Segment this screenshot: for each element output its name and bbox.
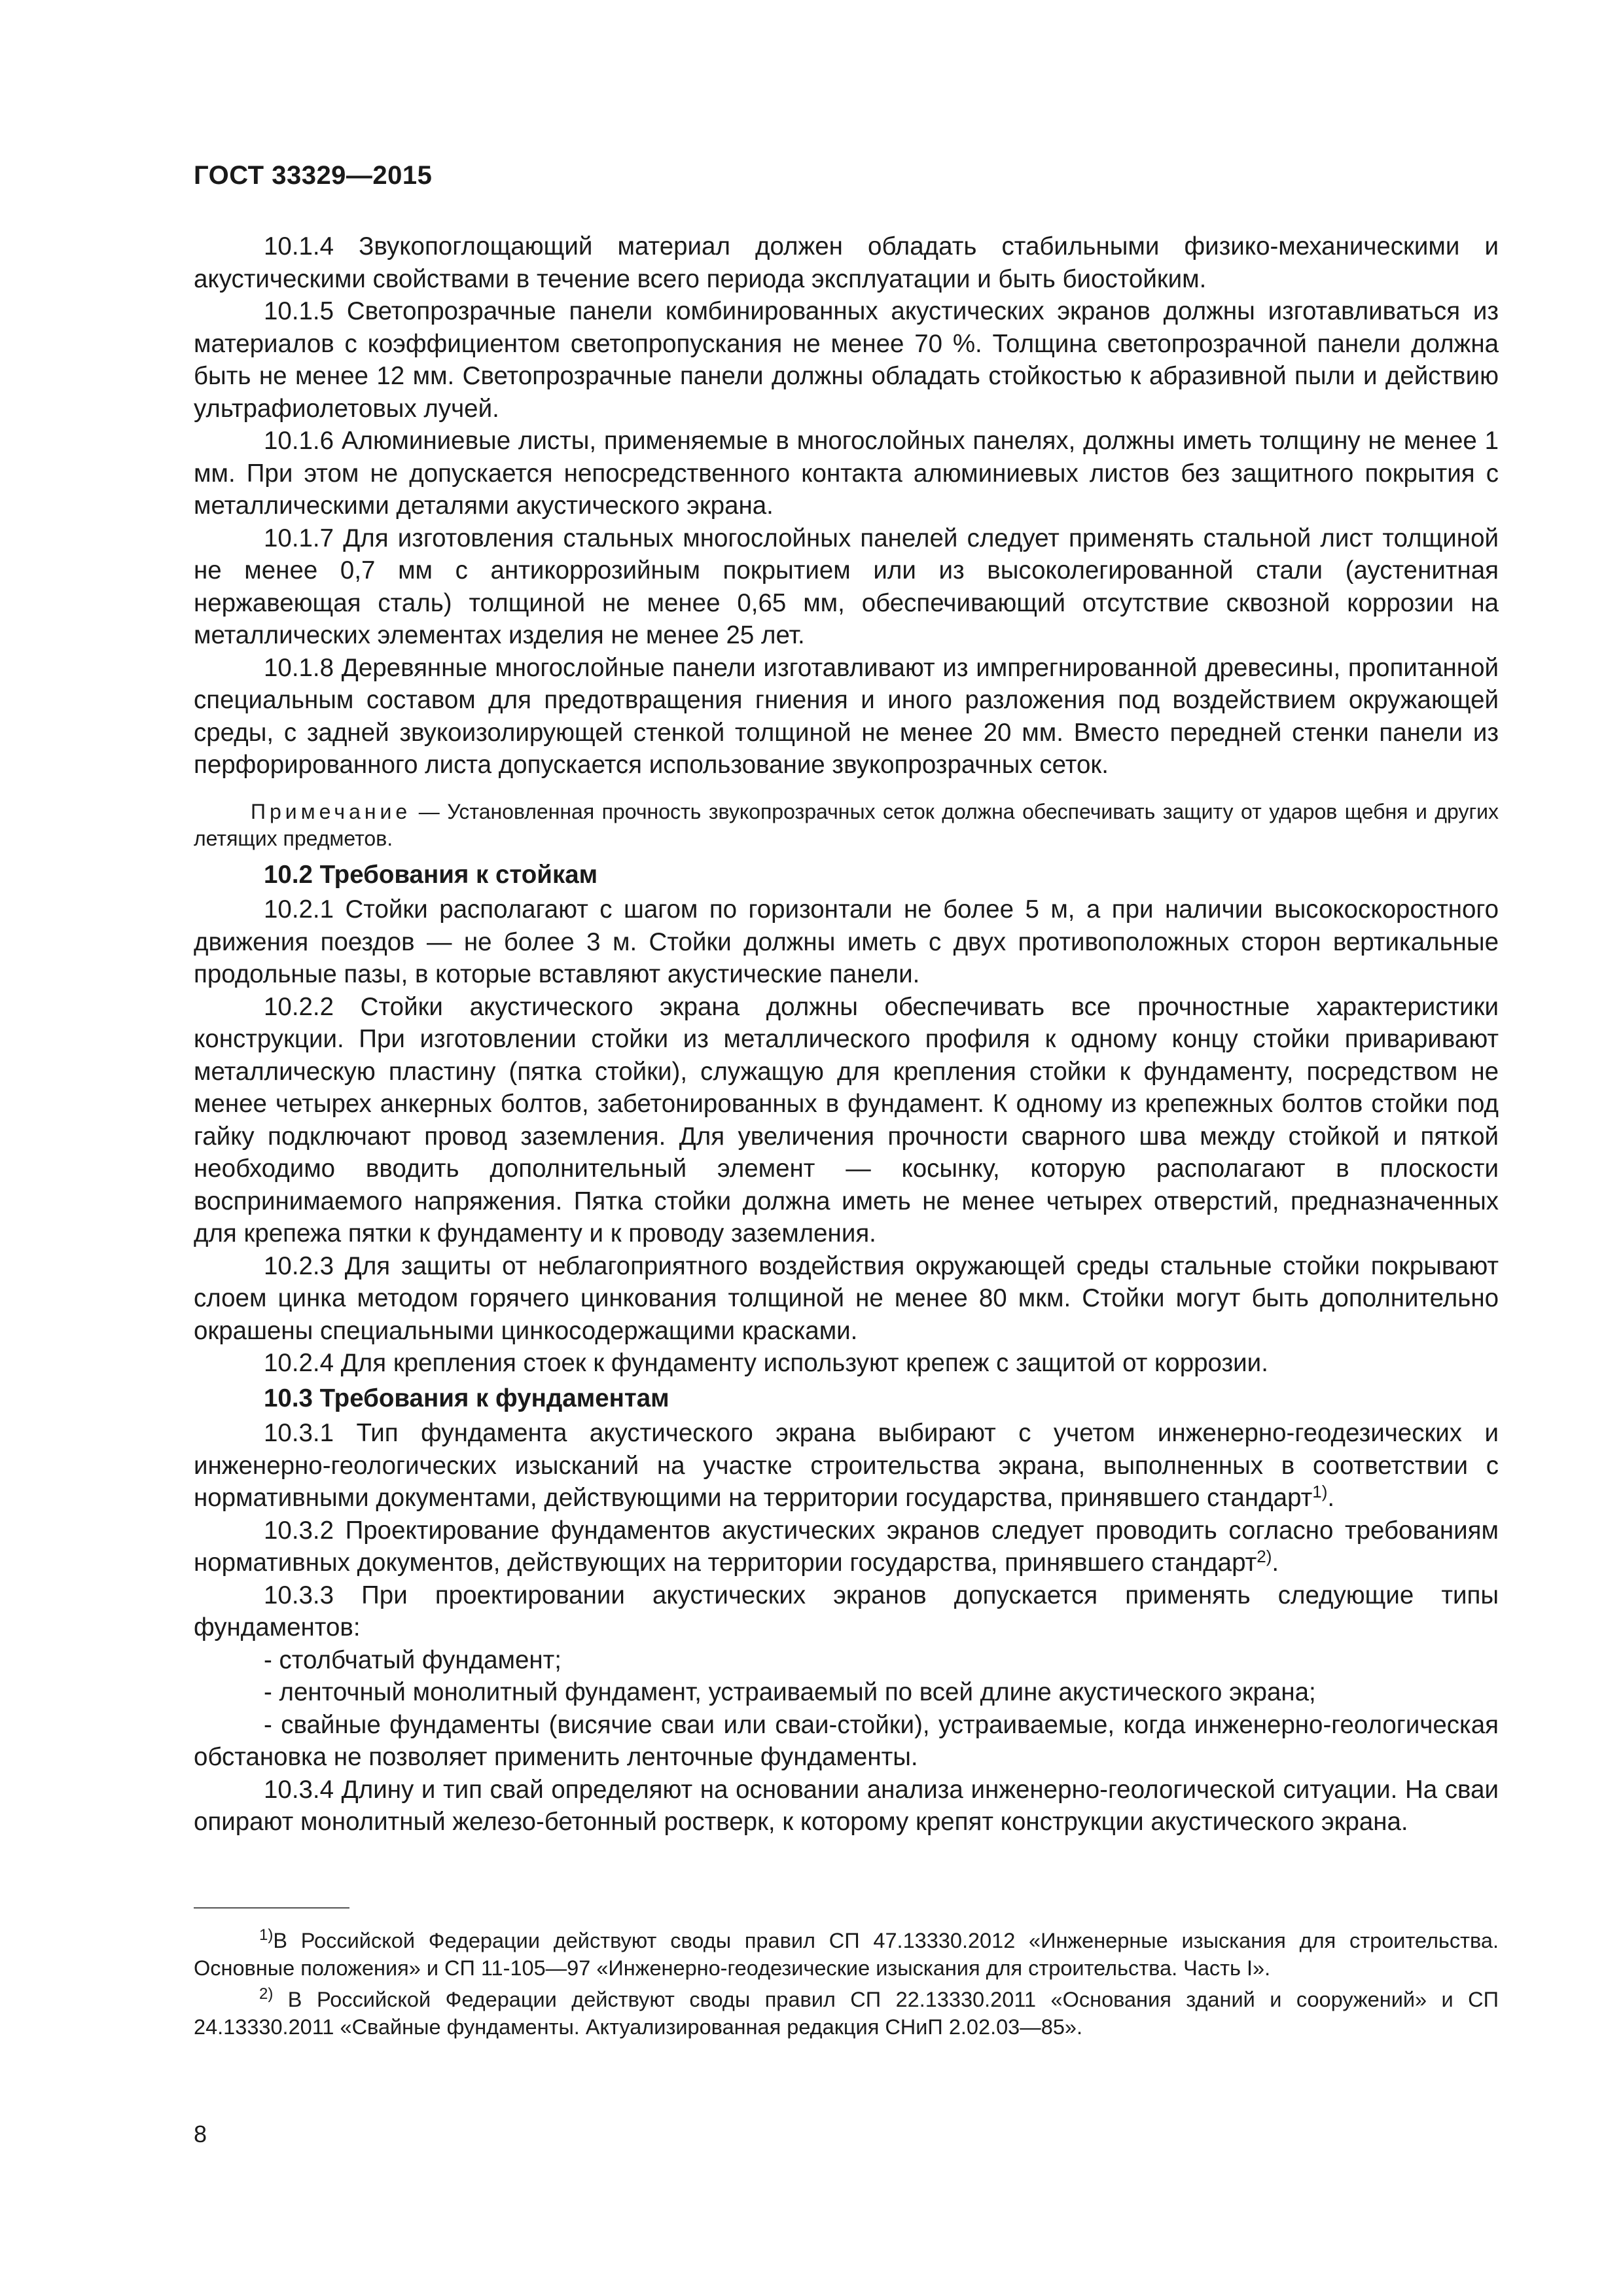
footnote-divider xyxy=(194,1907,349,1909)
page-number: 8 xyxy=(194,2121,207,2147)
footnote-mark-1: 1) xyxy=(259,1926,274,1944)
paragraph-10-2-3: 10.2.3 Для защиты от неблагоприятного воздействия окружающей среды стальные стойки покрывают слоем цинка методом горячего цинкования толщиной не менее 80 мкм. Стойки могут быть дополнительно окрашены специальными цинкосодержащими красками. xyxy=(194,1251,1499,1345)
section-10-2-title: 10.2 Требования к стойкам xyxy=(264,860,598,889)
document-header: ГОСТ 33329—2015 xyxy=(194,161,433,190)
footnotes xyxy=(194,1927,1499,2045)
paragraph-10-3-2-text: 10.3.2 Проектирование фундаментов акустических экранов следует проводить согласно требованиям нормативных документов, действующих на территории государства, принявшего стандарт xyxy=(194,1516,1499,1577)
paragraph-10-1-8: 10.1.8 Деревянные многослойные панели изготавливают из импрегнированной древесины, пропитанной специальным составом для предотвращения гниения и иного разложения под воздействием окружающей среды, с задней звукоизолирующей стенкой толщиной не менее 20 мм. Вместо передней стенки панели из перфорированного листа допускается использование звукопрозрачных сеток. xyxy=(194,653,1499,779)
footnote-2-text: В Российской Федерации действуют своды правил СП 22.13330.2011 «Основания зданий и сооружений» и СП 24.13330.2011 «Свайные фундаменты. Актуализированная редакция СНиП 2.02.03—85». xyxy=(194,1988,1499,2039)
footnote-ref-1[interactable]: 1) xyxy=(1312,1482,1328,1501)
section-10-3-title: 10.3 Требования к фундаментам xyxy=(264,1384,669,1412)
note-text: — Установленная прочность звукопрозрачных сеток должна обеспечивать защиту от ударов щебня и других летящих предметов. xyxy=(194,799,1499,850)
note-label: Примечание xyxy=(251,799,412,823)
paragraph-10-1-5: 10.1.5 Светопрозрачные панели комбинированных акустических экранов должны изготавливаться из материалов с коэффициентом светопропускания не менее 70 %. Толщина светопрозрачной панели должна быть не менее 12 мм. Светопрозрачные панели должны обладать стойкостью к абразивной пыли и действию ультрафиолетовых лучей. xyxy=(194,297,1499,423)
footnote-ref-2[interactable]: 2) xyxy=(1257,1547,1272,1566)
paragraph-10-1-7: 10.1.7 Для изготовления стальных многослойных панелей следует применять стальной лист толщиной не менее 0,7 мм с антикоррозийным покрытием или из высоколегированной стали (аустенитная нержавеющая сталь) толщиной не менее 0,65 мм, обеспечивающий отсутствие сквозной коррозии на металлических элементах изделия не менее 25 лет. xyxy=(194,524,1499,649)
paragraph-10-3-2-end: . xyxy=(1272,1549,1279,1577)
paragraph-10-3-1-text: 10.3.1 Тип фундамента акустического экрана выбирают с учетом инженерно-геодезических и инженерно-геологических изысканий на участке строительства экрана, выполненных в соответствии с нормативными документами, действующими на территории государства, принявшего стандарт xyxy=(194,1419,1499,1512)
paragraph-10-1-6: 10.1.6 Алюминиевые листы, применяемые в многослойных панелях, должны иметь толщину не менее 1 мм. При этом не допускается непосредственного контакта алюминиевых листов без защитного покрытия с металлическими деталями акустического экрана. xyxy=(194,427,1499,520)
footnote-1-text: В Российской Федерации действуют своды правил СП 47.13330.2012 «Инженерные изыскания для строительства. Основные положения» и СП 11-105—97 «Инженерно-геодезические изыскания для строительства. Часть I». xyxy=(194,1929,1499,1980)
list-item: - свайные фундаменты (висячие сваи или сваи-стойки), устраиваемые, когда инженерно-геологическая обстановка не позволяет применить ленточные фундаменты. xyxy=(194,1710,1499,1771)
paragraph-10-3-4: 10.3.4 Длину и тип свай определяют на основании анализа инженерно-геологической ситуации. На сваи опирают монолитный железо-бетонный ростверк, к которому крепят конструкции акустического экрана. xyxy=(194,1775,1499,1836)
paragraph-10-3-1 xyxy=(194,1417,1499,1515)
note xyxy=(194,798,1499,852)
document-body xyxy=(194,230,1499,1839)
paragraph-10-2-2: 10.2.2 Стойки акустического экрана должны обеспечивать все прочностные характеристики конструкции. При изготовлении стойки из металлического профиля к одному концу стойки приваривают металлическую пластину (пятка стойки), служащую для крепления стойки к фундаменту, посредством не менее четырех анкерных болтов, забетонированных в фундамент. К одному из крепежных болтов стойки под гайку подключают провод заземления. Для увеличения прочности сварного шва между стойкой и пяткой необходимо вводить дополнительный элемент — косынку, которую располагают в плоскости воспринимаемого напряжения. Пятка стойки должна иметь не менее четырех отверстий, предназначенных для крепежа пятки к фундаменту и к проводу заземления. xyxy=(194,992,1499,1247)
footnote-mark-2: 2) xyxy=(259,1985,274,2003)
list-item: - ленточный монолитный фундамент, устраиваемый по всей длине акустического экрана; xyxy=(264,1678,1316,1706)
paragraph-10-3-1-end: . xyxy=(1327,1484,1335,1512)
paragraph-10-3-2 xyxy=(194,1515,1499,1579)
paragraph-10-2-4: 10.2.4 Для крепления стоек к фундаменту используют крепеж с защитой от коррозии. xyxy=(264,1349,1268,1377)
footnote-2 xyxy=(194,1986,1499,2041)
paragraph-10-2-1: 10.2.1 Стойки располагают с шагом по горизонтали не более 5 м, а при наличии высокоскоростного движения поездов — не более 3 м. Стойки должны иметь с двух противоположных сторон вертикальные продольные пазы, в которые вставляют акустические панели. xyxy=(194,895,1499,988)
paragraph-10-1-4: 10.1.4 Звукопоглощающий материал должен обладать стабильными физико-механическими и акустическими свойствами в течение всего периода эксплуатации и быть биостойким. xyxy=(194,232,1499,293)
footnote-1 xyxy=(194,1927,1499,1982)
paragraph-10-3-3: 10.3.3 При проектировании акустических экранов допускается применять следующие типы фундаментов: xyxy=(194,1581,1499,1641)
list-item: - столбчатый фундамент; xyxy=(264,1645,562,1674)
